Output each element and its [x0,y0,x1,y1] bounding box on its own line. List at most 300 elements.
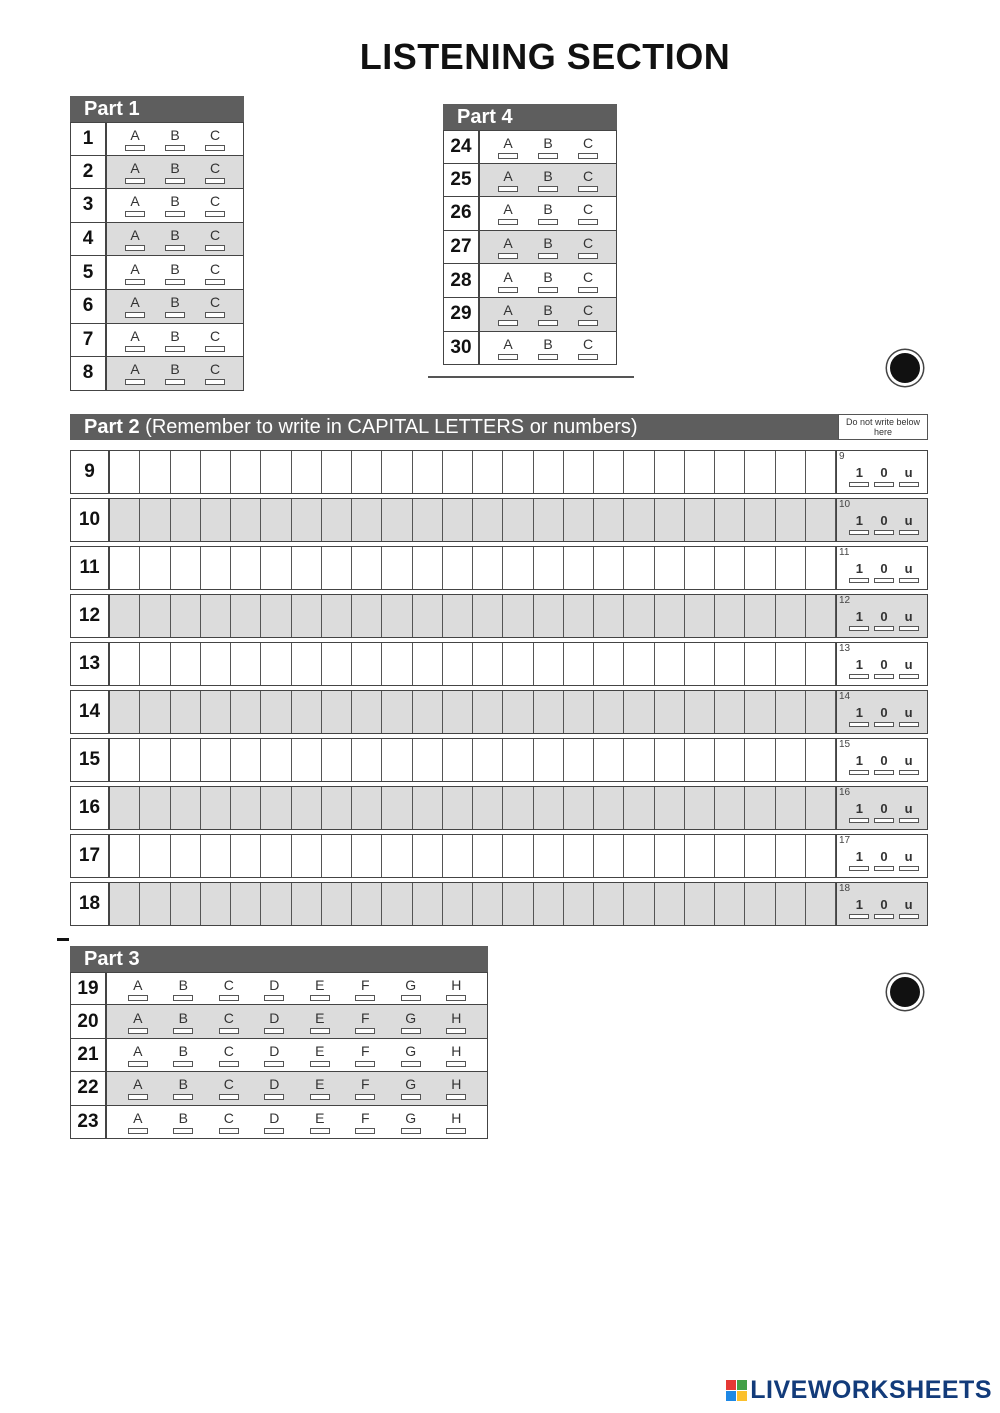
letter-box[interactable] [655,883,685,925]
letter-box[interactable] [776,595,806,637]
letter-box[interactable] [473,595,503,637]
option-bubble[interactable] [578,354,598,360]
answer-option[interactable] [128,1010,148,1034]
letter-box[interactable] [806,451,836,493]
letter-box[interactable] [231,451,261,493]
answer-option[interactable] [125,361,145,385]
letter-box[interactable] [110,547,140,589]
letter-box[interactable] [413,547,443,589]
answer-option[interactable] [165,328,185,352]
letter-box[interactable] [776,451,806,493]
answer-option[interactable] [578,201,598,225]
option-bubble[interactable] [401,1028,421,1034]
option-bubble[interactable] [401,1094,421,1100]
letter-box[interactable] [715,787,745,829]
letter-box[interactable] [806,499,836,541]
letter-box[interactable] [776,787,806,829]
letter-box[interactable] [594,643,624,685]
letter-box[interactable] [201,547,231,589]
letter-box[interactable] [776,883,806,925]
letter-box[interactable] [231,547,261,589]
letter-box[interactable] [322,691,352,733]
answer-option[interactable] [219,1010,239,1034]
option-bubble[interactable] [498,219,518,225]
letter-box[interactable] [806,739,836,781]
letter-box[interactable] [261,787,291,829]
answer-option[interactable] [205,127,225,151]
answer-option[interactable] [310,1043,330,1067]
letter-box[interactable] [534,787,564,829]
letter-box[interactable] [413,643,443,685]
answer-option[interactable] [310,1010,330,1034]
answer-option[interactable] [498,269,518,293]
letter-box[interactable] [261,499,291,541]
answer-option[interactable] [578,302,598,326]
option-bubble[interactable] [355,1028,375,1034]
letter-box[interactable] [261,547,291,589]
letter-box[interactable] [261,451,291,493]
letter-box[interactable] [261,643,291,685]
letter-box[interactable] [776,691,806,733]
option-bubble[interactable] [125,379,145,385]
answer-option[interactable] [205,227,225,251]
option-bubble[interactable] [498,354,518,360]
letter-box[interactable] [171,691,201,733]
answer-option[interactable] [165,127,185,151]
letter-box[interactable] [806,835,836,877]
letter-box[interactable] [534,643,564,685]
letter-box[interactable] [292,883,322,925]
answer-option[interactable] [264,1076,284,1100]
answer-option[interactable] [219,1076,239,1100]
option-bubble[interactable] [264,1128,284,1134]
letter-box[interactable] [110,787,140,829]
option-bubble[interactable] [310,995,330,1001]
letter-box[interactable] [745,883,775,925]
letter-box[interactable] [110,739,140,781]
letter-box[interactable] [715,499,745,541]
option-bubble[interactable] [264,1061,284,1067]
letter-box[interactable] [110,691,140,733]
option-bubble[interactable] [446,1094,466,1100]
option-bubble[interactable] [205,346,225,352]
option-bubble[interactable] [125,312,145,318]
letter-box[interactable] [624,691,654,733]
letter-box[interactable] [261,691,291,733]
letter-box[interactable] [413,595,443,637]
option-bubble[interactable] [498,320,518,326]
letter-box[interactable] [261,835,291,877]
option-bubble[interactable] [310,1028,330,1034]
option-bubble[interactable] [173,1028,193,1034]
letter-box[interactable] [564,451,594,493]
letter-box[interactable] [594,595,624,637]
option-bubble[interactable] [219,1128,239,1134]
letter-box[interactable] [564,691,594,733]
letter-box[interactable] [806,883,836,925]
letter-box[interactable] [594,691,624,733]
answer-option[interactable] [446,977,466,1001]
answer-option[interactable] [498,302,518,326]
letter-box[interactable] [806,595,836,637]
option-bubble[interactable] [173,1061,193,1067]
letter-box[interactable] [382,499,412,541]
option-bubble[interactable] [205,145,225,151]
letter-box[interactable] [655,595,685,637]
letter-box[interactable] [685,643,715,685]
answer-option[interactable] [173,977,193,1001]
letter-box[interactable] [594,499,624,541]
letter-box[interactable] [413,739,443,781]
option-bubble[interactable] [173,1094,193,1100]
option-bubble[interactable] [355,1094,375,1100]
answer-option[interactable] [310,1110,330,1134]
letter-box[interactable] [806,547,836,589]
option-bubble[interactable] [128,1128,148,1134]
letter-box[interactable] [715,835,745,877]
letter-box[interactable] [715,547,745,589]
letter-box[interactable] [140,787,170,829]
letter-box[interactable] [624,643,654,685]
answer-option[interactable] [498,135,518,159]
letter-box[interactable] [382,643,412,685]
letter-box[interactable] [261,883,291,925]
answer-option[interactable] [498,235,518,259]
answer-option[interactable] [165,294,185,318]
letter-box[interactable] [201,499,231,541]
letter-box[interactable] [594,739,624,781]
letter-box[interactable] [564,547,594,589]
option-bubble[interactable] [125,245,145,251]
option-bubble[interactable] [205,279,225,285]
letter-box[interactable] [413,499,443,541]
letter-box[interactable] [322,643,352,685]
letter-box[interactable] [685,739,715,781]
answer-option[interactable] [165,193,185,217]
letter-box[interactable] [110,883,140,925]
answer-option[interactable] [125,294,145,318]
answer-option[interactable] [446,1010,466,1034]
letter-box[interactable] [685,883,715,925]
letter-box[interactable] [776,739,806,781]
letter-box[interactable] [473,739,503,781]
option-bubble[interactable] [446,1028,466,1034]
letter-box[interactable] [473,787,503,829]
letter-box[interactable] [413,451,443,493]
letter-box[interactable] [745,739,775,781]
letter-box[interactable] [322,739,352,781]
letter-box[interactable] [171,499,201,541]
option-bubble[interactable] [125,178,145,184]
letter-box[interactable] [443,787,473,829]
letter-box[interactable] [292,451,322,493]
answer-option[interactable] [538,235,558,259]
letter-box[interactable] [534,835,564,877]
letter-box[interactable] [655,451,685,493]
letter-box[interactable] [564,595,594,637]
letter-box[interactable] [564,835,594,877]
letter-box[interactable] [413,691,443,733]
option-bubble[interactable] [165,145,185,151]
letter-box[interactable] [503,547,533,589]
letter-box[interactable] [171,643,201,685]
letter-box[interactable] [322,835,352,877]
letter-box[interactable] [685,451,715,493]
letter-box[interactable] [352,499,382,541]
letter-box[interactable] [745,451,775,493]
letter-box[interactable] [201,835,231,877]
letter-box[interactable] [171,547,201,589]
letter-box[interactable] [352,595,382,637]
letter-box[interactable] [594,835,624,877]
answer-option[interactable] [125,160,145,184]
answer-option[interactable] [128,1110,148,1134]
letter-box[interactable] [776,499,806,541]
letter-box[interactable] [201,595,231,637]
letter-box[interactable] [382,691,412,733]
letter-box[interactable] [685,547,715,589]
answer-option[interactable] [401,1076,421,1100]
answer-option[interactable] [205,193,225,217]
answer-option[interactable] [264,977,284,1001]
option-bubble[interactable] [538,253,558,259]
letter-box[interactable] [261,739,291,781]
letter-box[interactable] [231,595,261,637]
letter-box[interactable] [745,643,775,685]
letter-box[interactable] [594,451,624,493]
letter-box[interactable] [503,883,533,925]
letter-box[interactable] [443,643,473,685]
letter-box[interactable] [443,835,473,877]
letter-box[interactable] [624,499,654,541]
letter-box[interactable] [231,643,261,685]
letter-box[interactable] [322,787,352,829]
letter-box[interactable] [140,451,170,493]
option-bubble[interactable] [165,379,185,385]
letter-box[interactable] [564,739,594,781]
answer-option[interactable] [125,261,145,285]
option-bubble[interactable] [578,287,598,293]
letter-box[interactable] [685,499,715,541]
letter-box[interactable] [443,691,473,733]
answer-option[interactable] [401,1010,421,1034]
letter-box[interactable] [201,691,231,733]
option-bubble[interactable] [446,1128,466,1134]
option-bubble[interactable] [498,153,518,159]
answer-option[interactable] [264,1110,284,1134]
answer-option[interactable] [173,1076,193,1100]
letter-box[interactable] [140,883,170,925]
letter-box[interactable] [655,835,685,877]
option-bubble[interactable] [578,153,598,159]
answer-option[interactable] [355,1043,375,1067]
letter-box[interactable] [503,739,533,781]
letter-box[interactable] [201,643,231,685]
answer-option[interactable] [125,227,145,251]
option-bubble[interactable] [446,995,466,1001]
letter-box[interactable] [776,643,806,685]
option-bubble[interactable] [165,178,185,184]
letter-box[interactable] [171,835,201,877]
answer-option[interactable] [310,977,330,1001]
letter-box[interactable] [624,787,654,829]
letter-box[interactable] [655,547,685,589]
letter-box[interactable] [352,691,382,733]
option-bubble[interactable] [125,279,145,285]
answer-option[interactable] [401,977,421,1001]
letter-box[interactable] [806,787,836,829]
option-bubble[interactable] [498,186,518,192]
letter-box[interactable] [352,739,382,781]
letter-box[interactable] [745,691,775,733]
answer-option[interactable] [125,328,145,352]
letter-box[interactable] [624,451,654,493]
answer-option[interactable] [165,261,185,285]
letter-box[interactable] [776,835,806,877]
option-bubble[interactable] [538,219,558,225]
answer-option[interactable] [219,1110,239,1134]
option-bubble[interactable] [355,1128,375,1134]
letter-box[interactable] [201,739,231,781]
letter-box[interactable] [443,739,473,781]
answer-option[interactable] [205,160,225,184]
option-bubble[interactable] [538,186,558,192]
letter-box[interactable] [715,739,745,781]
letter-box[interactable] [745,547,775,589]
letter-box[interactable] [503,451,533,493]
answer-option[interactable] [498,168,518,192]
option-bubble[interactable] [128,1094,148,1100]
answer-option[interactable] [173,1110,193,1134]
letter-box[interactable] [624,595,654,637]
answer-option[interactable] [538,302,558,326]
letter-box[interactable] [594,787,624,829]
letter-box[interactable] [503,691,533,733]
answer-option[interactable] [446,1043,466,1067]
letter-box[interactable] [503,787,533,829]
answer-option[interactable] [219,977,239,1001]
letter-box[interactable] [292,499,322,541]
option-bubble[interactable] [538,153,558,159]
letter-box[interactable] [352,787,382,829]
letter-box[interactable] [655,739,685,781]
answer-option[interactable] [578,168,598,192]
letter-box[interactable] [352,451,382,493]
answer-option[interactable] [128,1043,148,1067]
letter-box[interactable] [685,691,715,733]
letter-box[interactable] [534,691,564,733]
letter-box[interactable] [564,883,594,925]
letter-box[interactable] [443,547,473,589]
letter-box[interactable] [745,787,775,829]
option-bubble[interactable] [219,1028,239,1034]
letter-box[interactable] [715,451,745,493]
answer-option[interactable] [219,1043,239,1067]
option-bubble[interactable] [538,320,558,326]
answer-option[interactable] [578,235,598,259]
option-bubble[interactable] [128,1028,148,1034]
letter-box[interactable] [322,883,352,925]
answer-option[interactable] [538,201,558,225]
letter-box[interactable] [655,499,685,541]
option-bubble[interactable] [128,1061,148,1067]
option-bubble[interactable] [205,312,225,318]
answer-option[interactable] [498,201,518,225]
answer-option[interactable] [310,1076,330,1100]
letter-box[interactable] [624,835,654,877]
option-bubble[interactable] [401,1128,421,1134]
option-bubble[interactable] [173,1128,193,1134]
option-bubble[interactable] [264,1094,284,1100]
letter-box[interactable] [594,547,624,589]
answer-option[interactable] [538,135,558,159]
answer-option[interactable] [128,1076,148,1100]
letter-box[interactable] [171,739,201,781]
letter-box[interactable] [382,547,412,589]
letter-box[interactable] [382,883,412,925]
answer-option[interactable] [205,294,225,318]
letter-box[interactable] [140,643,170,685]
option-bubble[interactable] [578,186,598,192]
letter-box[interactable] [473,691,503,733]
letter-box[interactable] [231,835,261,877]
option-bubble[interactable] [128,995,148,1001]
letter-box[interactable] [140,739,170,781]
letter-box[interactable] [382,835,412,877]
letter-box[interactable] [443,499,473,541]
letter-box[interactable] [715,643,745,685]
letter-box[interactable] [322,595,352,637]
answer-option[interactable] [355,1010,375,1034]
answer-option[interactable] [125,127,145,151]
option-bubble[interactable] [310,1128,330,1134]
letter-box[interactable] [231,883,261,925]
letter-box[interactable] [534,883,564,925]
answer-option[interactable] [578,135,598,159]
letter-box[interactable] [292,643,322,685]
letter-box[interactable] [413,835,443,877]
answer-option[interactable] [578,269,598,293]
option-bubble[interactable] [205,245,225,251]
letter-box[interactable] [110,595,140,637]
answer-option[interactable] [401,1043,421,1067]
letter-box[interactable] [473,883,503,925]
letter-box[interactable] [231,499,261,541]
letter-box[interactable] [503,499,533,541]
letter-box[interactable] [685,835,715,877]
option-bubble[interactable] [125,346,145,352]
letter-box[interactable] [261,595,291,637]
option-bubble[interactable] [165,346,185,352]
option-bubble[interactable] [219,995,239,1001]
letter-box[interactable] [352,835,382,877]
answer-option[interactable] [446,1110,466,1134]
letter-box[interactable] [655,787,685,829]
letter-box[interactable] [110,643,140,685]
letter-box[interactable] [473,547,503,589]
letter-box[interactable] [715,691,745,733]
letter-box[interactable] [745,499,775,541]
letter-box[interactable] [110,835,140,877]
answer-option[interactable] [128,977,148,1001]
letter-box[interactable] [110,499,140,541]
letter-box[interactable] [352,883,382,925]
letter-box[interactable] [110,451,140,493]
letter-box[interactable] [413,787,443,829]
option-bubble[interactable] [355,995,375,1001]
answer-option[interactable] [173,1010,193,1034]
letter-box[interactable] [564,787,594,829]
